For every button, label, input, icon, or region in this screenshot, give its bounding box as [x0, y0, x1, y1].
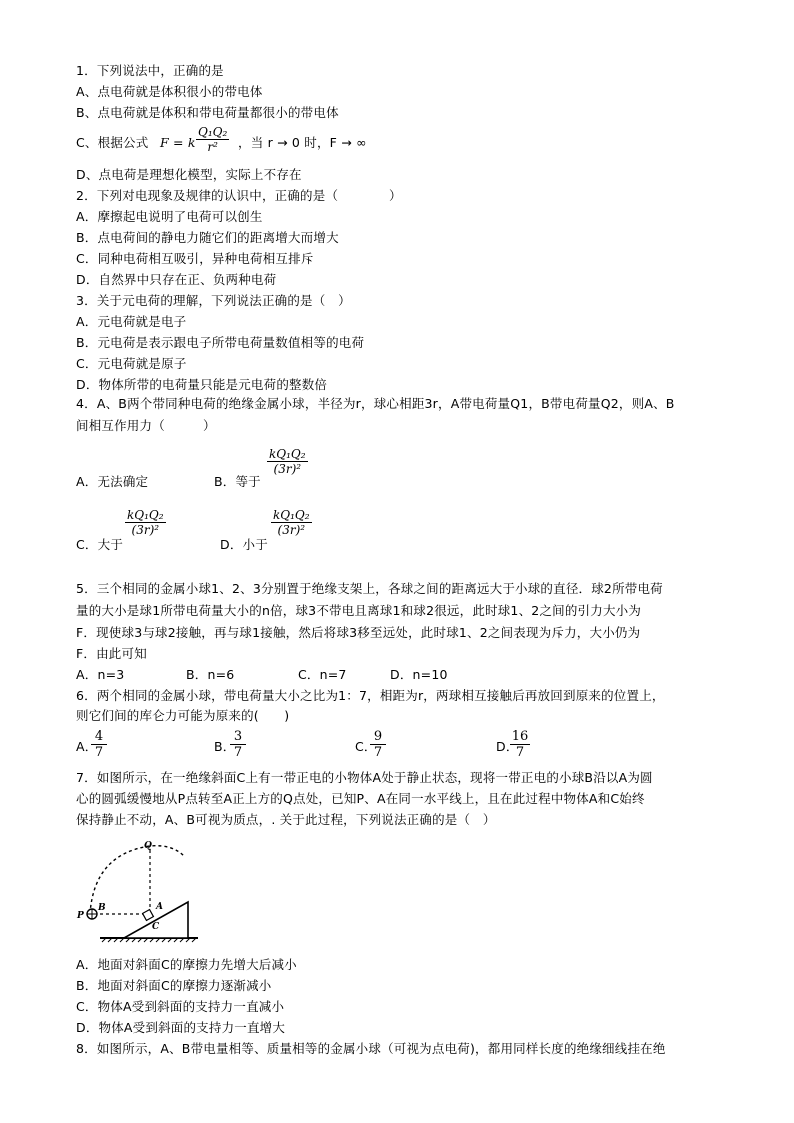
q7-figure — [72, 836, 202, 948]
q3-option-c: C．元电荷就是原子 — [76, 356, 187, 371]
q6-option-b-fraction — [230, 729, 246, 760]
q1-formula-numerator: Q₁Q₂ — [198, 125, 228, 139]
q2-option-a: A．摩擦起电说明了电荷可以创生 — [76, 209, 263, 224]
q7-label-q: Q — [144, 841, 152, 851]
q7-option-b: B．地面对斜面C的摩擦力逐渐减小 — [76, 978, 272, 993]
q7-option-c: C．物体A受到斜面的支持力一直减小 — [76, 999, 285, 1014]
q7-option-d: D．物体A受到斜面的支持力一直增大 — [76, 1020, 286, 1035]
q4-option-d-fraction — [271, 508, 312, 538]
q5-line2: 量的大小是球1所带电荷量大小的n倍，球3不带电且离球1和球2很远，此时球1、2之间的引力大小为 — [76, 603, 642, 618]
q5-option-c: C．n=7 — [298, 667, 347, 682]
q5-line4: F．由此可知 — [76, 646, 147, 661]
q6-option-b-numerator: 3 — [230, 729, 246, 745]
q6-option-a-numerator: 4 — [91, 729, 107, 745]
q2-option-d: D．自然界中只存在正、负两种电荷 — [76, 272, 277, 287]
q6-option-c-denominator: 7 — [373, 745, 383, 760]
q4-option-b: B．等于 — [214, 474, 261, 489]
q7-line2: 心的圆弧缓慢地从P点转至A正上方的Q点处，已知P、A在同一水平线上，且在此过程中物体A和C始终 — [76, 791, 645, 806]
q5-option-b: B．n=6 — [186, 667, 235, 682]
q7-label-b: B — [98, 903, 106, 913]
q1-option-c-prefix: C、根据公式 — [76, 135, 149, 150]
q3-option-a: A．元电荷就是电子 — [76, 314, 187, 329]
q8-line1: 8．如图所示，A、B带电量相等、质量相等的金属小球（可视为点电荷)，都用同样长度的绝缘细线挂在绝 — [76, 1041, 666, 1056]
q1-formula-denominator: r² — [207, 140, 218, 154]
q6-option-d-fraction — [510, 729, 530, 760]
q4-option-b-denominator: (3r)² — [273, 462, 302, 476]
q7-label-a: A — [156, 902, 163, 912]
q4-option-c-denominator: (3r)² — [131, 523, 160, 537]
q6-option-c-fraction — [370, 729, 386, 760]
q6-option-a-label: A． — [76, 739, 98, 754]
q7-line1: 7．如图所示，在一绝缘斜面C上有一带正电的小物体A处于静止状态，现将一带正电的小球B沿以A为圆 — [76, 770, 653, 785]
q6-option-a-denominator: 7 — [94, 745, 104, 760]
q4-option-c: C．大于 — [76, 537, 124, 552]
q4-stem-line1: 4．A、B两个带同种电荷的绝缘金属小球，半径为r，球心相距3r，A带电荷量Q1，B带电荷量Q2，则A、B — [76, 396, 675, 411]
q6-option-b-label: B． — [214, 739, 236, 754]
q4-option-d-denominator: (3r)² — [277, 523, 306, 537]
q1-option-d: D、点电荷是理想化模型，实际上不存在 — [76, 167, 302, 182]
q6-option-c-label: C． — [355, 739, 377, 754]
q6-option-b-denominator: 7 — [233, 745, 243, 760]
q6-option-d-numerator: 16 — [511, 729, 529, 744]
q1-option-b: B、点电荷就是体积和带电荷量都很小的带电体 — [76, 105, 339, 120]
q1-formula-fraction — [196, 125, 229, 155]
q3-option-b: B．元电荷是表示跟电子所带电荷量数值相等的电荷 — [76, 335, 365, 350]
q5-line1: 5．三个相同的金属小球1、2、3分别置于绝缘支架上，各球之间的距离远大于小球的直径．球2所带电荷 — [76, 581, 663, 596]
q1-stem: 1．下列说法中，正确的是 — [76, 63, 224, 78]
q2-option-b: B．点电荷间的静电力随它们的距离增大而增大 — [76, 230, 339, 245]
q6-option-a-fraction — [91, 729, 107, 760]
q2-stem: 2．下列对电现象及规律的认识中，正确的是（ ） — [76, 188, 402, 203]
q5-option-d: D．n=10 — [390, 667, 448, 682]
q5-line3: F．现使球3与球2接触，再与球1接触，然后将球3移至远处，此时球1、2之间表现为斥力，大小仍为 — [76, 625, 641, 640]
q7-line3: 保持静止不动，A、B可视为质点，. 关于此过程，下列说法正确的是（ ） — [76, 812, 496, 827]
q4-option-d: D．小于 — [220, 537, 268, 552]
q1-formula-lhs: F = k — [160, 135, 196, 150]
q4-option-b-fraction — [267, 447, 308, 477]
q1-option-a: A、点电荷就是体积很小的带电体 — [76, 84, 263, 99]
q2-option-c: C．同种电荷相互吸引，异种电荷相互排斥 — [76, 251, 314, 266]
q5-option-a: A．n=3 — [76, 667, 125, 682]
q4-option-c-fraction — [125, 508, 166, 538]
q6-option-d-denominator: 7 — [515, 745, 525, 760]
q1-option-c-suffix: ，当 r → 0 时，F → ∞ — [238, 135, 367, 150]
q7-option-a: A．地面对斜面C的摩擦力先增大后减小 — [76, 957, 297, 972]
q4-option-a: A．无法确定 — [76, 474, 149, 489]
q7-label-c: C — [152, 922, 160, 932]
q6-option-c-numerator: 9 — [370, 729, 386, 745]
q6-line2: 则它们间的库仑力可能为原来的( ) — [76, 708, 290, 723]
q7-block-a — [143, 910, 154, 921]
q4-option-d-numerator: kQ₁Q₂ — [273, 508, 310, 522]
q3-stem: 3．关于元电荷的理解，下列说法正确的是（ ） — [76, 293, 351, 308]
q6-option-d-label: D． — [496, 739, 519, 754]
q6-line1: 6．两个相同的金属小球，带电荷量大小之比为1：7，相距为r，两球相互接触后再放回到原来的位置上， — [76, 688, 665, 703]
q7-label-p: P — [77, 911, 84, 921]
q3-option-d: D．物体所带的电荷量只能是元电荷的整数倍 — [76, 377, 328, 392]
q4-option-c-numerator: kQ₁Q₂ — [127, 508, 164, 522]
q4-stem-line2: 间相互作用力（ ） — [76, 418, 216, 433]
q4-option-b-numerator: kQ₁Q₂ — [269, 447, 306, 461]
